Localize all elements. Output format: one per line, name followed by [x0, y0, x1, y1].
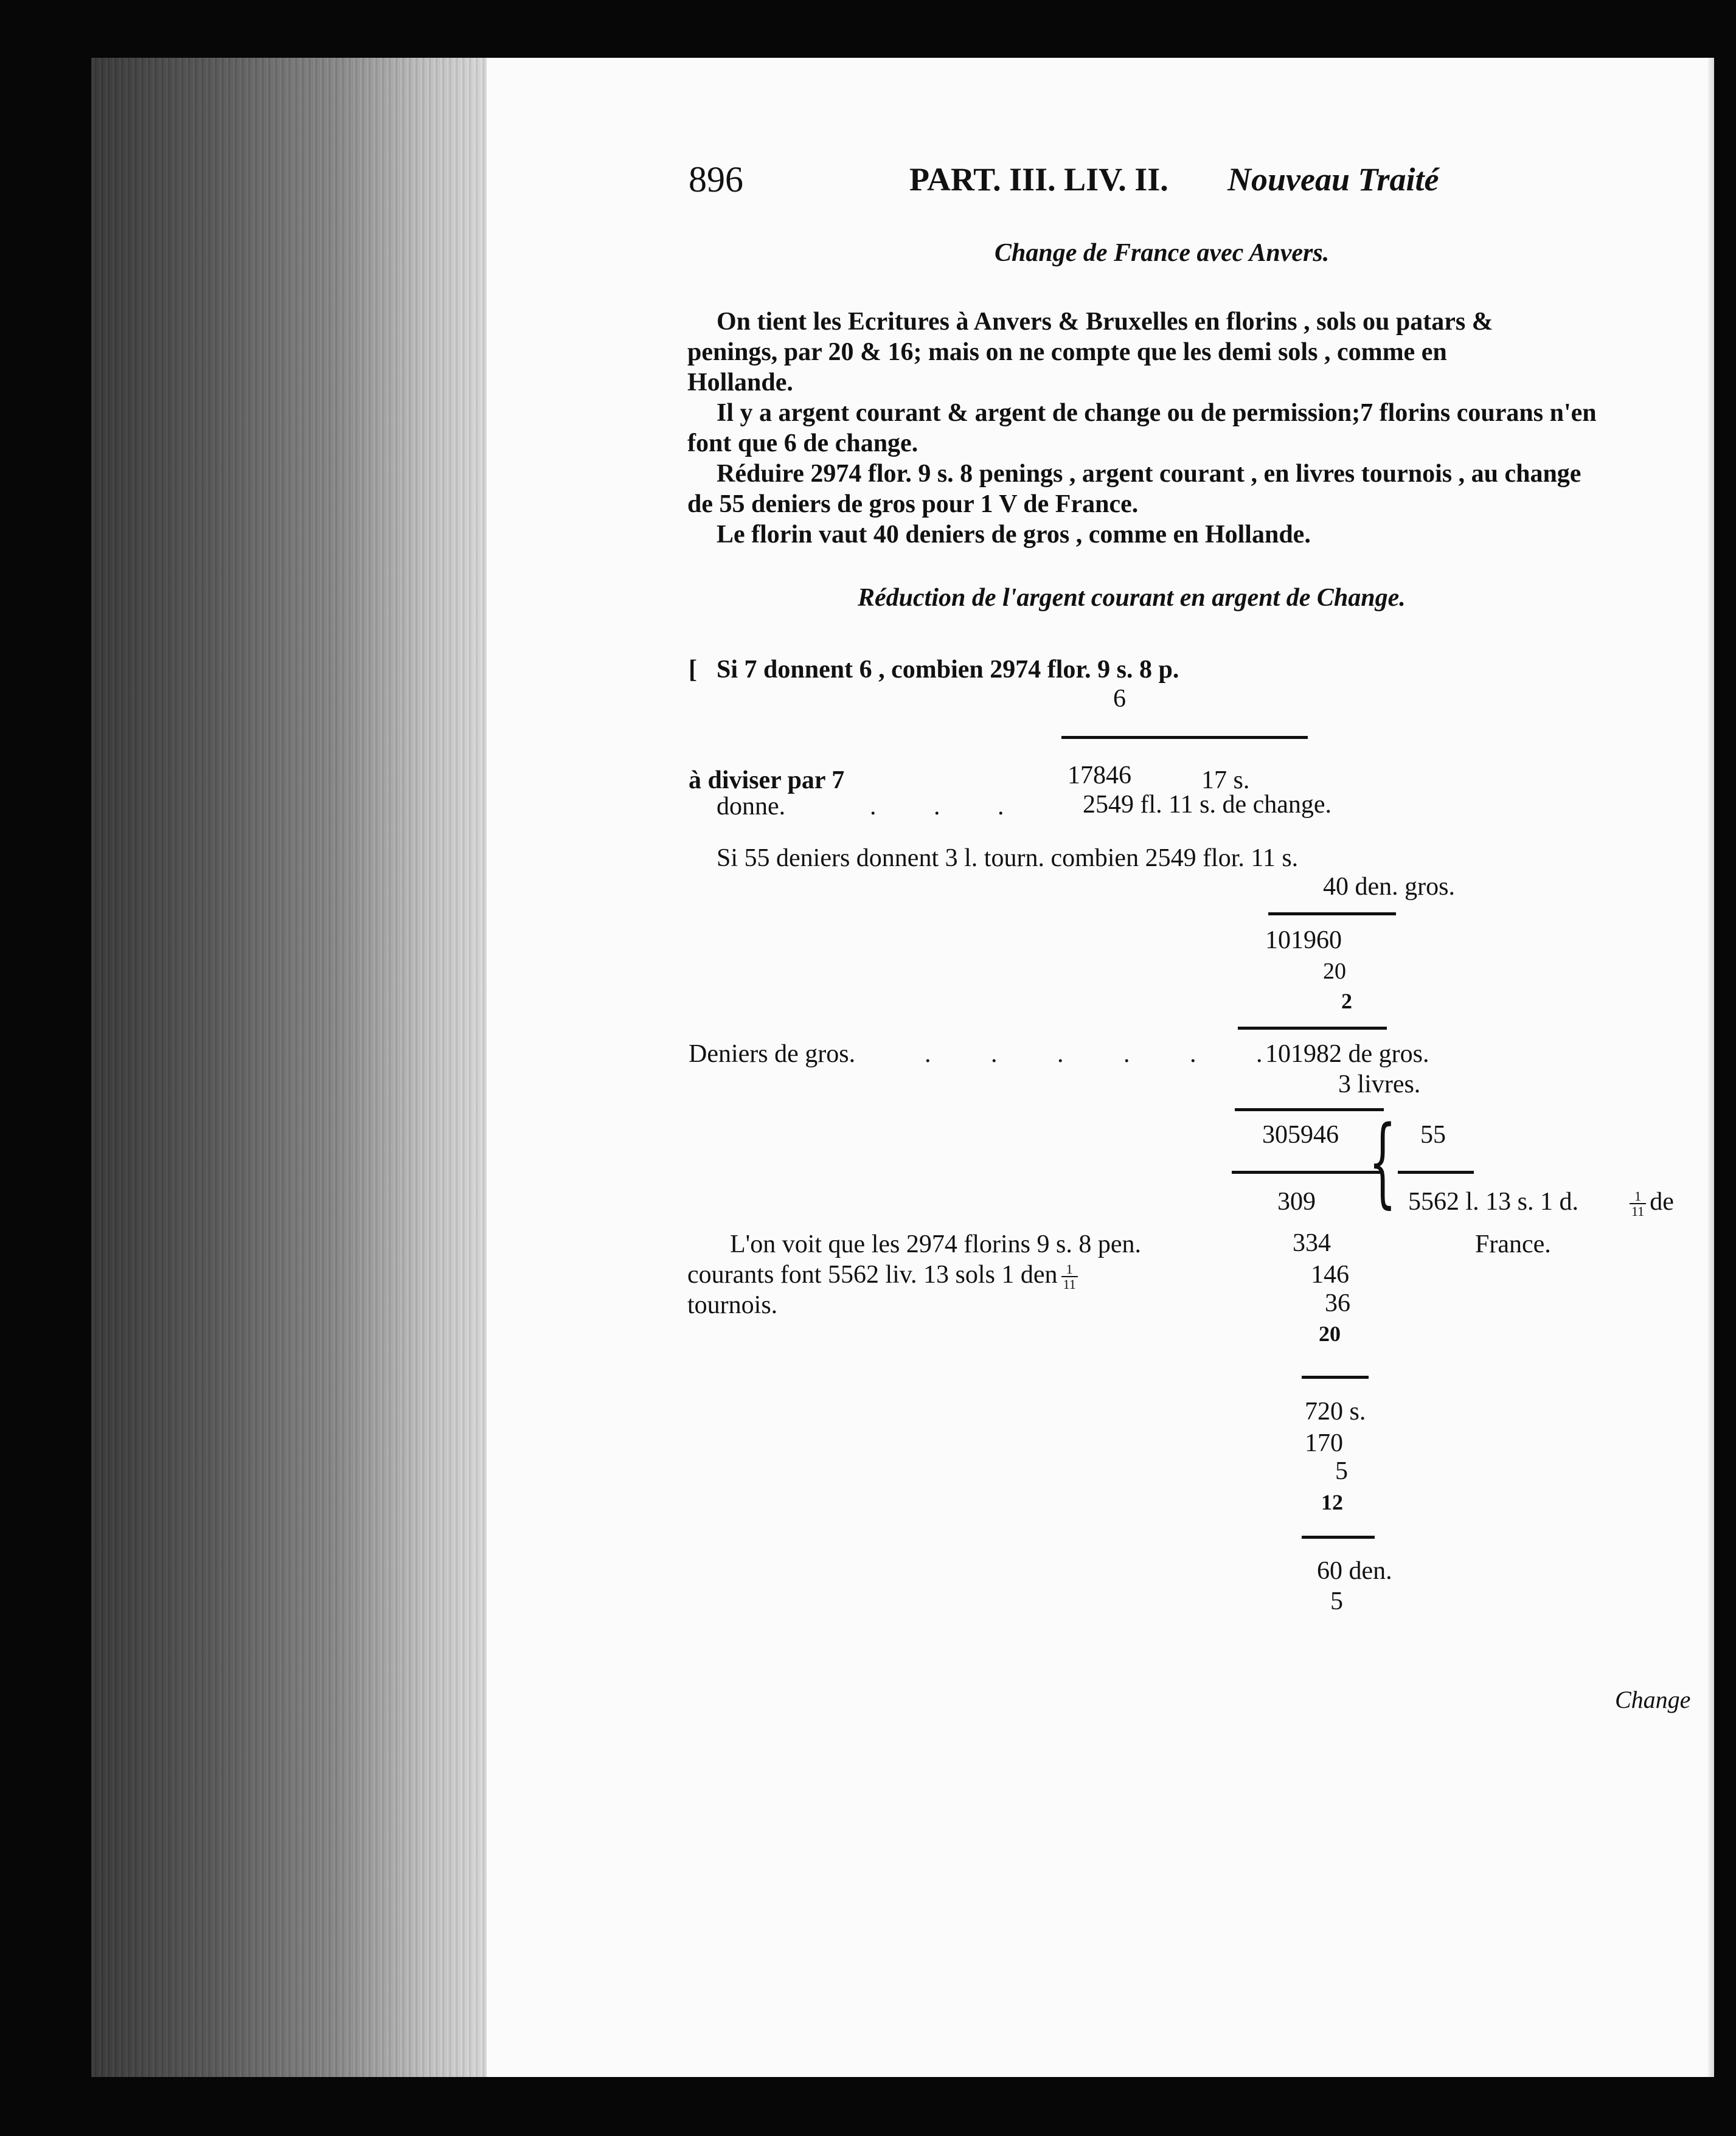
conclusion-text: courants font 5562 liv. 13 sols 1 den — [687, 1261, 1058, 1289]
calc2-step: 146 — [1311, 1261, 1349, 1289]
running-title: PART. III. LIV. II. — [909, 161, 1168, 198]
rule — [1061, 736, 1308, 739]
calc2-step: 36 — [1325, 1289, 1350, 1317]
calc2-line: 2 — [1341, 989, 1352, 1013]
conclusion-line: tournois. — [687, 1291, 778, 1319]
calc2-mult-livres: 3 livres. — [1338, 1070, 1421, 1098]
calc2-step: 334 — [1293, 1229, 1331, 1257]
catchword: Change — [1615, 1686, 1691, 1713]
calc2-line: 20 — [1323, 959, 1346, 984]
paragraph-line: Il y a argent courant & argent de change ou de permission;7 florins courans n'en — [717, 399, 1597, 427]
calc1-product-sols: 17 s. — [1201, 766, 1250, 794]
calc1-question: Si 7 donnent 6 , combien 2974 flor. 9 s. 8 p. — [717, 656, 1179, 684]
calc2-quotient: 5562 l. 13 s. 1 d. — [1408, 1188, 1579, 1216]
calc2-remainder: 309 — [1277, 1188, 1316, 1216]
conclusion-line — [687, 1262, 1082, 1291]
calc1-gives-label: donne. — [717, 792, 786, 820]
calc2-step: 5 — [1335, 1457, 1348, 1485]
rule — [1302, 1376, 1369, 1379]
calc2-line: 101960 — [1265, 926, 1342, 954]
paragraph-line: Hollande. — [687, 369, 793, 397]
calc2-step: 20 — [1319, 1322, 1341, 1346]
paragraph-line: font que 6 de change. — [687, 429, 918, 457]
rule — [1398, 1171, 1474, 1174]
calc2-dividend: 305946 — [1262, 1121, 1339, 1149]
calc1-result: 2549 fl. 11 s. de change. — [1083, 791, 1332, 819]
fraction-numerator: 1 — [1061, 1262, 1078, 1277]
calc2-multiplier: 40 den. gros. — [1323, 873, 1455, 901]
calc2-question: Si 55 deniers donnent 3 l. tourn. combien 2549 flor. 11 s. — [717, 844, 1299, 872]
paragraph-line: de 55 deniers de gros pour 1 V de France. — [687, 490, 1139, 518]
paragraph-line: Le florin vaut 40 deniers de gros , comme en Hollande. — [717, 521, 1311, 549]
rule — [1238, 1027, 1387, 1030]
fraction-numerator: 1 — [1630, 1189, 1646, 1204]
paragraph-line: penings, par 20 & 16; mais on ne compte que les demi sols , comme en — [687, 338, 1447, 366]
rule — [1235, 1108, 1384, 1111]
conclusion-line: L'on voit que les 2974 florins 9 s. 8 pen. — [730, 1230, 1141, 1258]
rule — [1302, 1536, 1375, 1539]
paragraph-line: On tient les Ecritures à Anvers & Bruxelles en florins , sols ou patars & — [717, 308, 1493, 336]
calc1-product: 17846 — [1068, 761, 1131, 789]
section-title: Change de France avec Anvers. — [995, 239, 1330, 267]
calc1-multiplier: 6 — [1113, 685, 1126, 713]
page-edge — [1708, 58, 1714, 2077]
book-spine-edge — [91, 58, 487, 2077]
leader-dots: . . . . . . — [925, 1040, 1290, 1068]
calc1-divide-label: à diviser par 7 — [689, 766, 845, 794]
division-brace: { — [1369, 1104, 1397, 1218]
calc2-deniers: 60 den. — [1317, 1557, 1392, 1585]
running-title-italic: Nouveau Traité — [1227, 161, 1439, 198]
paragraph-line: Réduire 2974 flor. 9 s. 8 penings , argent courant , en livres tournois , au change — [717, 460, 1581, 488]
quotient-tail: de — [1650, 1188, 1674, 1216]
rule — [1232, 1171, 1384, 1174]
fraction-denominator: 11 — [1063, 1277, 1076, 1292]
calc2-total: 101982 de gros. — [1265, 1040, 1429, 1068]
calc2-step: 12 — [1321, 1490, 1343, 1514]
subsection-title: Réduction de l'argent courant en argent de Change. — [858, 584, 1406, 612]
deniers-label: Deniers de gros. — [689, 1040, 856, 1068]
calc2-last: 5 — [1330, 1587, 1343, 1615]
fraction-denominator: 11 — [1631, 1204, 1645, 1219]
rule — [1268, 912, 1396, 915]
leader-dots: . . . — [870, 792, 1030, 820]
bracket-mark: [ — [689, 656, 697, 684]
calc2-divisor: 55 — [1420, 1121, 1446, 1149]
page-number: 896 — [689, 159, 743, 199]
calc2-sols: 720 s. — [1305, 1398, 1366, 1426]
calc2-france: France. — [1475, 1230, 1551, 1258]
calc2-step: 170 — [1305, 1429, 1343, 1457]
calc2-quotient-fraction — [1626, 1189, 1674, 1218]
